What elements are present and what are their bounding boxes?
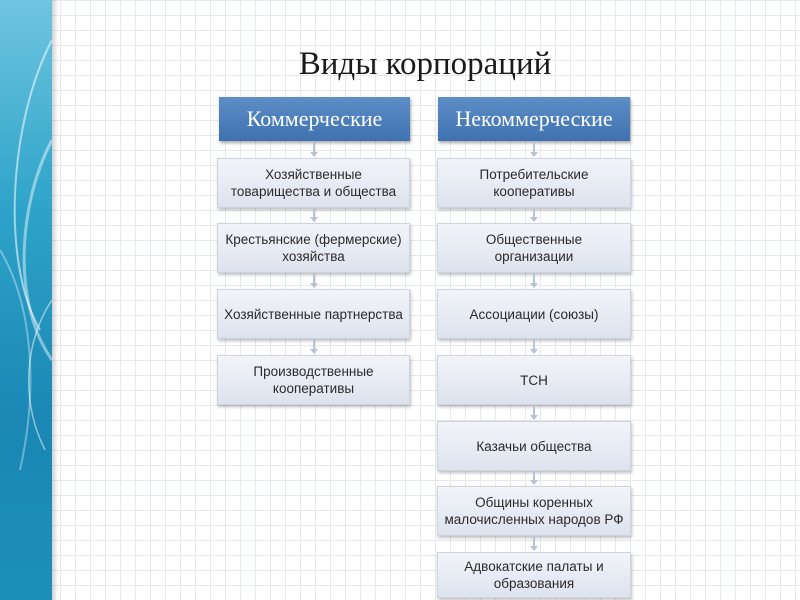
item-indigenous-communities: Общины коренных малочисленных народов РФ xyxy=(437,486,631,536)
item-business-partnership: Хозяйственные партнерства xyxy=(217,289,410,339)
item-tsn: ТСН xyxy=(437,355,631,405)
item-public-organizations: Общественные организации xyxy=(437,223,631,273)
page-title: Виды корпораций xyxy=(298,46,552,82)
connector xyxy=(313,208,315,219)
side-band-swirl xyxy=(0,0,52,600)
connector xyxy=(313,273,315,285)
connector xyxy=(313,141,315,154)
connector xyxy=(533,405,535,417)
item-cossack-societies: Казачьи общества xyxy=(437,421,631,471)
item-associations-unions: Ассоциации (союзы) xyxy=(437,289,631,339)
header-commercial: Коммерческие xyxy=(219,97,410,141)
connector xyxy=(533,208,535,219)
connector xyxy=(533,471,535,482)
connector xyxy=(533,536,535,548)
header-noncommercial: Некоммерческие xyxy=(438,97,630,141)
item-peasant-farms: Крестьянские (фермерские) хозяйства xyxy=(217,223,410,273)
item-bar-chambers: Адвокатские палаты и образования xyxy=(437,552,631,598)
connector xyxy=(313,339,315,351)
item-production-cooperatives: Производственные кооперативы xyxy=(217,355,410,405)
item-business-partnerships-companies: Хозяйственные товарищества и общества xyxy=(217,158,410,208)
item-consumer-cooperatives: Потребительские кооперативы xyxy=(437,158,631,208)
connector xyxy=(533,141,535,154)
side-band-shadow xyxy=(52,0,58,600)
decorative-side-band xyxy=(0,0,52,600)
connector xyxy=(533,339,535,351)
connector xyxy=(533,273,535,285)
